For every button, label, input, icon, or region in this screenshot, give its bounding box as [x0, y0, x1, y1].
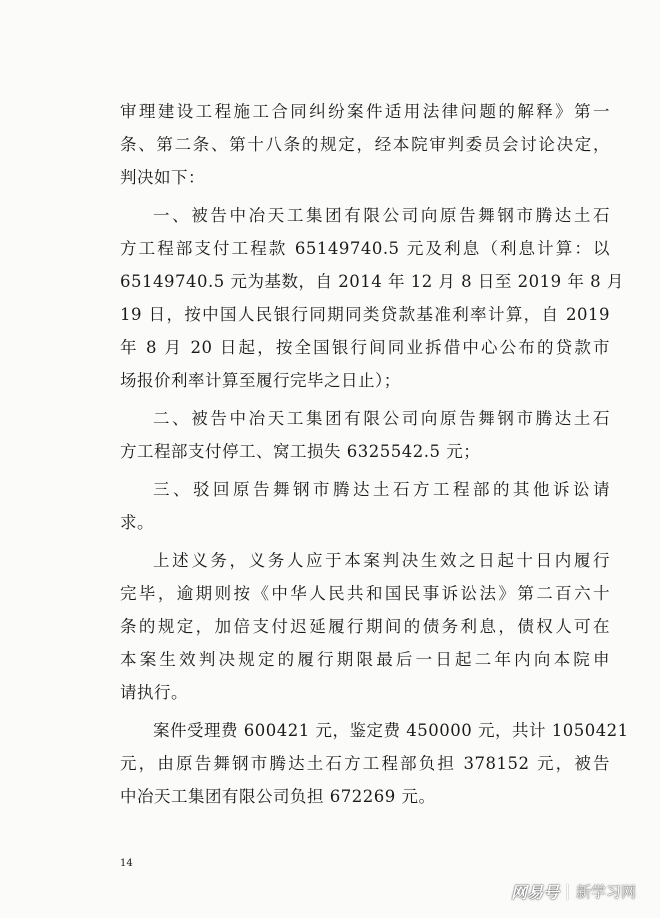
watermark-divider — [567, 884, 568, 900]
text-line: 请执行。 — [120, 683, 188, 702]
text-line: 条、第二条、第十八条的规定，经本院审判委员会讨论决定， — [120, 135, 610, 154]
text-line: 方工程部支付工程款 65149740.5 元及利息（利息计算：以 — [120, 239, 610, 258]
watermark — [511, 880, 636, 903]
text-line: 求。 — [120, 513, 154, 532]
text-line: 三、驳回原告舞钢市腾达土石方工程部的其他诉讼请 — [153, 480, 610, 499]
text-line: 完毕，逾期则按《中华人民共和国民事诉讼法》第二百六十 — [120, 584, 610, 603]
judgment-text — [120, 95, 629, 813]
text-line: 审理建设工程施工合同纠纷案件适用法律问题的解释》第一 — [120, 102, 610, 121]
watermark-logo: 网易号 — [510, 883, 559, 902]
text-line: 场报价利率计算至履行完毕之日止）； — [120, 371, 401, 390]
text-line: 元，由原告舞钢市腾达土石方工程部负担 378152 元，被告 — [120, 754, 610, 773]
text-line: 年 8 月 20 日起，按全国银行间同业拆借中心公布的贷款市 — [120, 338, 610, 357]
text-line: 65149740.5 元为基数，自 2014 年 12 月 8 日至 2019 年 8 月 — [120, 272, 624, 291]
page-number: 14 — [120, 858, 133, 869]
text-line: 条的规定，加倍支付迟延履行期间的债务利息，债权人可在 — [120, 617, 610, 636]
text-line: 案件受理费 600421 元，鉴定费 450000 元，共计 1050421 — [153, 721, 629, 740]
text-line: 本案生效判决规定的履行期限最后一日起二年内向本院申 — [120, 650, 610, 669]
text-line: 上述义务，义务人应于本案判决生效之日起十日内履行 — [153, 551, 610, 570]
text-line: 方工程部支付停工、窝工损失 6325542.5 元； — [120, 442, 481, 461]
text-line: 二、被告中冶天工集团有限公司向原告舞钢市腾达土石 — [153, 409, 610, 428]
text-line: 19 日，按中国人民银行同期同类贷款基准利率计算，自 2019 — [120, 305, 610, 324]
text-line: 中冶天工集团有限公司负担 672269 元。 — [120, 787, 436, 806]
text-line: 判决如下： — [120, 168, 205, 187]
text-line: 一、被告中冶天工集团有限公司向原告舞钢市腾达土石 — [153, 206, 610, 225]
watermark-source: 新学习网 — [575, 883, 636, 901]
